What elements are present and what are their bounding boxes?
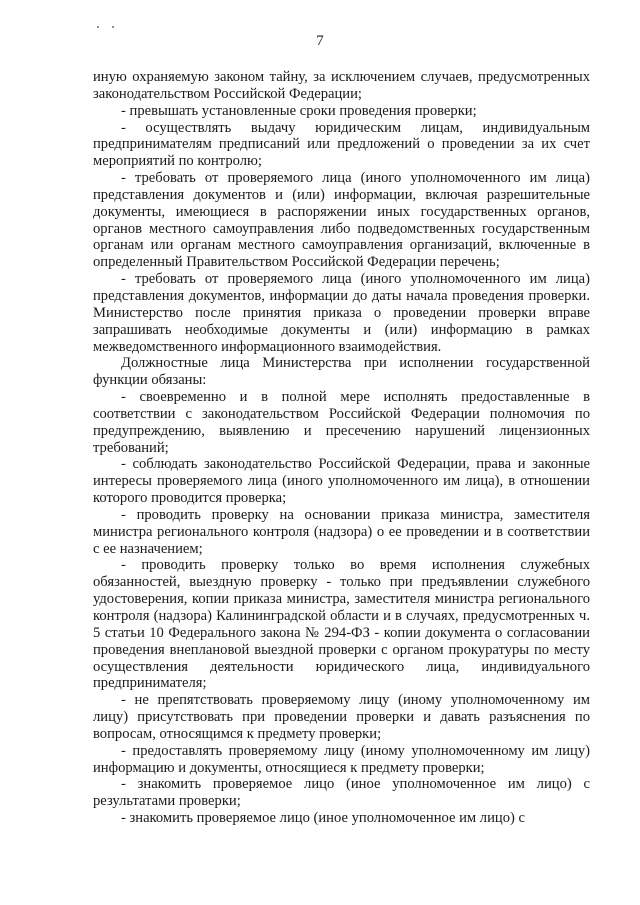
paragraph: - предоставлять проверяемому лицу (иному уполномоченному им лицу) информацию и документы, относящиеся к предмету проверки; xyxy=(93,742,590,776)
paragraph: - требовать от проверяемого лица (иного уполномоченного им лица) представления документов и (или) информации, включая разрешительные документы, имеющиеся в распоряжении иных государственных органов, органов местного самоуправления либо подведомственных государственным органам или органам местного самоуправления организаций, включенные в определенный Правительством Российской Федерации перечень; xyxy=(93,170,590,271)
page-number: 7 xyxy=(316,33,324,49)
paragraph: - своевременно и в полной мере исполнять предоставленные в соответствии с законодательством Российской Федерации полномочия по предупреждению, выявлению и пресечению нарушений лицензионных требований; xyxy=(93,389,590,456)
paragraph: - знакомить проверяемое лицо (иное уполномоченное им лицо) с xyxy=(121,810,525,827)
paragraph: - требовать от проверяемого лица (иного уполномоченного им лица) представления документов, информации до даты начала проведения проверки. Министерство после принятия приказа о проведении проверки вправе запрашивать необходимые документы и (или) информацию в рамках межведомственного информационного взаимодействия. xyxy=(93,271,590,355)
paragraph: - не препятствовать проверяемому лицу (иному уполномоченному им лицу) присутствовать при проведении проверки и давать разъяснения по вопросам, относящимся к предмету проверки; xyxy=(93,692,590,742)
scan-speck xyxy=(97,26,99,28)
paragraph: - проводить проверку только во время исполнения служебных обязанностей, выездную проверку - только при предъявлении служебного удостоверения, копии приказа министра, заместителя министра регионального контроля (надзора) Калининградской области и в случаях, предусмотренных ч. 5 статьи 10 Федерального закона № 294-ФЗ - копии документа о согласовании проведения внеплановой выездной проверки с органом прокуратуры по месту осуществления деятельности юридического лица, индивидуального предпринимателя; xyxy=(93,557,590,692)
paragraph: - превышать установленные сроки проведения проверки; xyxy=(121,102,477,119)
paragraph: иную охраняемую законом тайну, за исключением случаев, предусмотренных законодательством Российской Федерации; xyxy=(93,69,590,102)
document-body xyxy=(93,69,590,827)
paragraph: - проводить проверку на основании приказа министра, заместителя министра регионального контроля (надзора) о ее проведении и в соответствии с ее назначением; xyxy=(93,506,590,557)
paragraph: - соблюдать законодательство Российской Федерации, права и законные интересы проверяемого лица (иного уполномоченного им лица), в отношении которого проводится проверка; xyxy=(93,456,590,507)
paragraph: - знакомить проверяемое лицо (иное уполномоченное им лицо) с результатами проверки; xyxy=(93,776,590,810)
paragraph: Должностные лица Министерства при исполнении государственной функции обязаны: xyxy=(93,355,590,389)
scan-speck xyxy=(112,26,114,28)
paragraph: - осуществлять выдачу юридическим лицам, индивидуальным предпринимателям предписаний или предложений о проведении за их счет мероприятий по контролю; xyxy=(93,119,590,170)
